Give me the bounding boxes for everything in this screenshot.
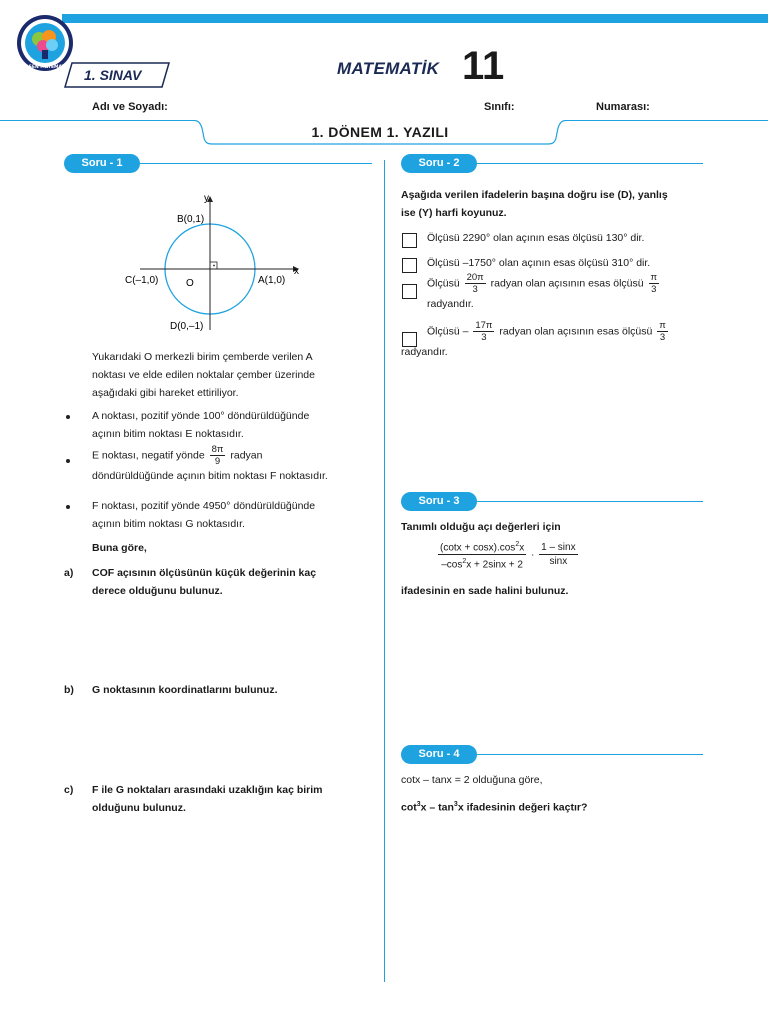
q2-instruction-line: ise (Y) harfi koyunuz.	[401, 207, 507, 219]
q3-intro: Tanımlı olduğu açı değerleri için	[401, 521, 561, 533]
q2-item-4	[401, 320, 727, 361]
q4-exponent: 3	[416, 801, 421, 808]
q1-intro	[92, 348, 378, 402]
exam-label: 1. SINAV	[84, 67, 142, 83]
q2-item-3-end: radyandır.	[427, 298, 474, 310]
fraction-pi-3	[657, 320, 668, 343]
q1-conclusion: Buna göre,	[92, 542, 147, 554]
q4-question-part: x ifadesinin değeri kaçtır?	[457, 801, 588, 814]
q1-part-c-line: F ile G noktaları arasındaki uzaklığın kaç birim	[92, 784, 323, 796]
fraction-numerator	[438, 538, 526, 555]
q4-question	[401, 796, 587, 817]
q1-part-a	[92, 564, 378, 600]
q1-bullet-1-line: açının bitim noktası E noktasıdır.	[92, 428, 244, 440]
question-4-rule	[477, 754, 703, 755]
q1-bullet-2-unit: radyan	[230, 449, 263, 462]
q4-exponent: 3	[453, 801, 458, 808]
class-label: Sınıfı:	[484, 101, 515, 113]
q4-question-part: cot	[401, 801, 417, 814]
term-title: 1. DÖNEM 1. YAZILI	[311, 124, 449, 140]
fraction-numerator: 20π	[466, 272, 484, 283]
fraction-8pi-9	[210, 444, 226, 467]
point-a-label: A(1,0)	[258, 275, 286, 286]
fraction-numerator: 17π	[475, 320, 493, 331]
question-2-rule	[477, 163, 703, 164]
answer-checkbox[interactable]	[402, 284, 417, 299]
fraction-pi-3	[649, 272, 660, 295]
q1-bullet-3-line: açının bitim noktası G noktasıdır.	[92, 518, 245, 530]
grade-number: 11	[462, 44, 505, 88]
column-divider	[384, 160, 385, 982]
question-1-label: Soru - 1	[64, 154, 140, 173]
q1-part-c-label: c)	[64, 784, 74, 796]
q3-expression	[436, 538, 580, 572]
q3-fraction-2	[539, 541, 577, 568]
q1-part-a-line: COF açısının ölçüsünün küçük değerinin kaç	[92, 567, 317, 579]
fraction-20pi-3	[465, 272, 486, 295]
logo-text: BİRSEN MATEMATİK	[20, 65, 70, 70]
q1-part-b: G noktasının koordinatlarını bulunuz.	[92, 684, 278, 696]
q1-intro-line: Yukarıdaki O merkezli birim çemberde verilen A	[92, 351, 313, 363]
q2-item-3	[427, 272, 727, 313]
q2-item-4-middle: radyan olan açısının esas ölçüsü	[499, 325, 653, 338]
fraction-17pi-3	[473, 320, 494, 343]
x-axis-label: x	[294, 266, 299, 277]
fraction-denominator: 3	[481, 332, 487, 343]
q2-item-1: Ölçüsü 2290° olan açının esas ölçüsü 130° dir.	[427, 232, 645, 244]
fraction-denominator: 3	[659, 332, 666, 343]
q2-item-4-start: Ölçüsü –	[427, 325, 469, 338]
q3-num1-end: x	[519, 542, 525, 554]
y-axis-label: y	[204, 193, 209, 204]
q2-instruction	[401, 186, 721, 222]
q2-item-4-end: radyandır.	[401, 346, 448, 358]
origin-label: O	[186, 278, 194, 289]
bullet	[66, 415, 70, 419]
fraction-denominator: 9	[214, 456, 221, 467]
q3-fraction-1	[438, 538, 526, 572]
q3-num1: (cotx + cosx).cos	[440, 542, 516, 554]
q1-bullet-2	[92, 444, 378, 485]
q1-part-c	[92, 781, 378, 817]
q1-intro-line: aşağıdaki gibi hareket ettiriliyor.	[92, 387, 239, 399]
point-c-label: C(–1,0)	[125, 275, 159, 286]
answer-checkbox[interactable]	[402, 258, 417, 273]
subject-title: MATEMATİK	[337, 59, 440, 78]
fraction-denominator: 3	[651, 284, 657, 295]
q3-multiply-dot: ·	[531, 549, 535, 561]
q1-bullet-1	[92, 407, 378, 443]
q3-outro: ifadesinin en sade halini bulunuz.	[401, 585, 569, 597]
question-4-label: Soru - 4	[401, 745, 477, 764]
point-d-label: D(0,–1)	[170, 321, 204, 332]
q3-den1-end: x + 2sinx + 2	[466, 559, 523, 571]
q1-intro-line: noktası ve elde edilen noktalar çember üzerinde	[92, 369, 315, 381]
q1-bullet-2-line: döndürüldüğünde açının bitim noktası F noktasıdır.	[92, 470, 328, 482]
q2-instruction-line: Aşağıda verilen ifadelerin başına doğru ise (D), yanlış	[401, 189, 668, 201]
q1-bullet-3	[92, 497, 378, 533]
q1-bullet-1-line: A noktası, pozitif yönde 100° döndürüldüğünde	[92, 410, 310, 422]
q1-bullet-3-line: F noktası, pozitif yönde 4950° döndürüldüğünde	[92, 500, 316, 512]
q1-part-b-label: b)	[64, 684, 74, 696]
fraction-denominator: 3	[472, 284, 478, 295]
top-accent-bar	[62, 14, 768, 23]
q3-den1-exponent: 2	[462, 558, 467, 566]
point-b-label: B(0,1)	[177, 214, 205, 225]
bullet	[66, 459, 70, 463]
q1-part-c-line: olduğunu bulunuz.	[92, 802, 186, 814]
q1-part-a-line: derece olduğunu bulunuz.	[92, 585, 223, 597]
fraction-numerator: π	[659, 320, 666, 331]
unit-circle-figure	[110, 188, 310, 336]
question-3-rule	[477, 501, 703, 502]
q3-den1: –cos	[441, 559, 463, 571]
question-2-label: Soru - 2	[401, 154, 477, 173]
fraction-denominator: sinx	[549, 556, 568, 568]
fraction-denominator	[438, 555, 526, 571]
q1-bullet-2-start: E noktası, negatif yönde	[92, 449, 205, 462]
question-1-rule	[140, 163, 372, 164]
name-label: Adı ve Soyadı:	[92, 101, 168, 113]
q2-item-2: Ölçüsü –1750° olan açının esas ölçüsü 310° dir.	[427, 257, 651, 269]
bullet	[66, 505, 70, 509]
q1-part-a-label: a)	[64, 567, 74, 579]
q3-num1-exponent: 2	[515, 541, 520, 548]
number-label: Numarası:	[596, 101, 650, 113]
answer-checkbox[interactable]	[402, 233, 417, 248]
question-3-label: Soru - 3	[401, 492, 477, 511]
fraction-numerator: π	[650, 272, 658, 283]
q4-given: cotx – tanx = 2 olduğuna göre,	[401, 774, 543, 786]
q2-item-3-middle: radyan olan açısının esas ölçüsü	[490, 277, 644, 290]
q4-question-part: x – tan	[420, 801, 454, 814]
fraction-numerator: 1 – sinx	[541, 542, 576, 554]
q2-item-3-start: Ölçüsü	[427, 277, 460, 290]
fraction-numerator: 8π	[211, 444, 224, 455]
